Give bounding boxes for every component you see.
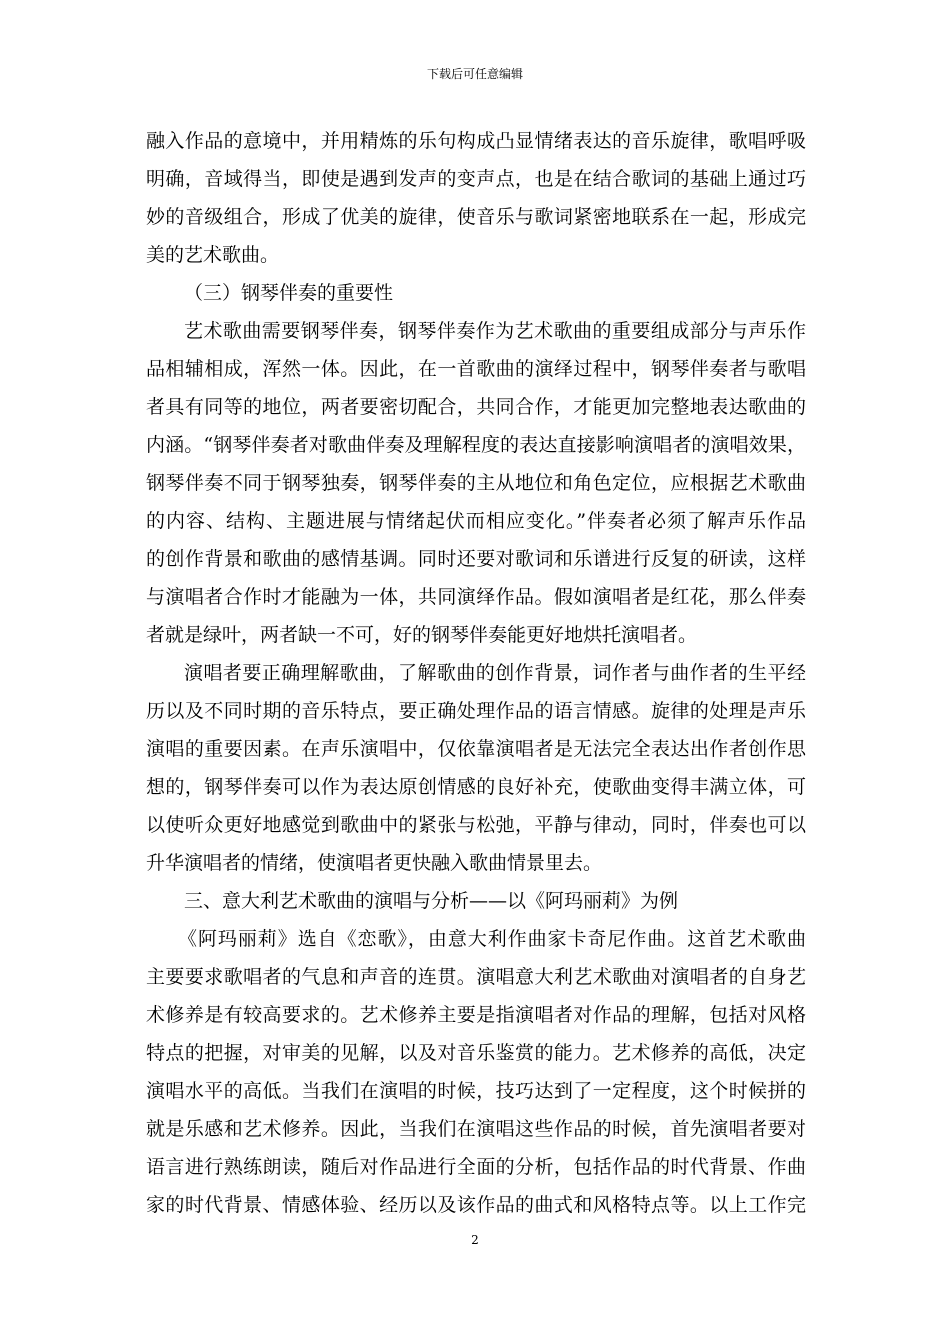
text-line: 以使听众更好地感觉到歌曲中的紧张与松弛，平静与律动，同时，伴奏也可以 xyxy=(146,814,806,836)
section-heading: （三）钢琴伴奏的重要性 xyxy=(184,282,394,304)
text-line: 钢琴伴奏不同于钢琴独奏，钢琴伴奏的主从地位和角色定位，应根据艺术歌曲 xyxy=(146,472,806,494)
text-line: 历以及不同时期的音乐特点，要正确处理作品的语言情感。旋律的处理是声乐 xyxy=(146,700,806,722)
text-line: 的内容、结构、主题进展与情绪起伏而相应变化。”伴奏者必须了解声乐作品 xyxy=(146,510,806,532)
text-line: 主要要求歌唱者的气息和声音的连贯。演唱意大利艺术歌曲对演唱者的自身艺 xyxy=(146,966,806,988)
text-line: 艺术歌曲需要钢琴伴奏，钢琴伴奏作为艺术歌曲的重要组成部分与声乐作 xyxy=(184,320,806,342)
text-line: 美的艺术歌曲。 xyxy=(146,244,280,266)
text-line: 者具有同等的地位，两者要密切配合，共同合作，才能更加完整地表达歌曲的 xyxy=(146,396,806,418)
text-line: 明确，音域得当，即使是遇到发声的变声点，也是在结合歌词的基础上通过巧 xyxy=(146,168,806,190)
text-line: 与演唱者合作时才能融为一体，共同演绎作品。假如演唱者是红花，那么伴奏 xyxy=(146,586,806,608)
text-line: 演唱水平的高低。当我们在演唱的时候，技巧达到了一定程度，这个时候拼的 xyxy=(146,1080,806,1102)
text-line: 演唱者要正确理解歌曲，了解歌曲的创作背景，词作者与曲作者的生平经 xyxy=(184,662,806,684)
text-line: 品相辅相成，浑然一体。因此，在一首歌曲的演绎过程中，钢琴伴奏者与歌唱 xyxy=(146,358,806,380)
page-header: 下载后可任意编辑 xyxy=(426,67,523,81)
text-line: 《阿玛丽莉》选自《恋歌》，由意大利作曲家卡奇尼作曲。这首艺术歌曲 xyxy=(178,928,806,950)
text-line: 语言进行熟练朗读，随后对作品进行全面的分析，包括作品的时代背景、作曲 xyxy=(146,1156,806,1178)
text-line: 内涵。“钢琴伴奏者对歌曲伴奏及理解程度的表达直接影响演唱者的演唱效果， xyxy=(146,434,806,456)
text-line: 就是乐感和艺术修养。因此，当我们在演唱这些作品的时候，首先演唱者要对 xyxy=(146,1118,806,1140)
section-heading: 三、意大利艺术歌曲的演唱与分析——以《阿玛丽莉》为例 xyxy=(184,890,679,912)
text-line: 者就是绿叶，两者缺一不可，好的钢琴伴奏能更好地烘托演唱者。 xyxy=(146,624,698,646)
text-line: 演唱的重要因素。在声乐演唱中，仅依靠演唱者是无法完全表达出作者创作思 xyxy=(146,738,806,760)
text-line: 的创作背景和歌曲的感情基调。同时还要对歌词和乐谱进行反复的研读，这样 xyxy=(146,548,806,570)
text-line: 妙的音级组合，形成了优美的旋律，使音乐与歌词紧密地联系在一起，形成完 xyxy=(146,206,806,228)
text-line: 特点的把握，对审美的见解，以及对音乐鉴赏的能力。艺术修养的高低，决定 xyxy=(146,1042,806,1064)
page-number: 2 xyxy=(471,1233,479,1247)
text-line: 融入作品的意境中，并用精炼的乐句构成凸显情绪表达的音乐旋律，歌唱呼吸 xyxy=(146,130,806,152)
text-line: 家的时代背景、情感体验、经历以及该作品的曲式和风格特点等。以上工作完 xyxy=(146,1194,806,1216)
text-line: 想的，钢琴伴奏可以作为表达原创情感的良好补充，使歌曲变得丰满立体，可 xyxy=(146,776,806,798)
text-line: 术修养是有较高要求的。艺术修养主要是指演唱者对作品的理解，包括对风格 xyxy=(146,1004,806,1026)
text-line: 升华演唱者的情绪，使演唱者更快融入歌曲情景里去。 xyxy=(146,852,603,874)
